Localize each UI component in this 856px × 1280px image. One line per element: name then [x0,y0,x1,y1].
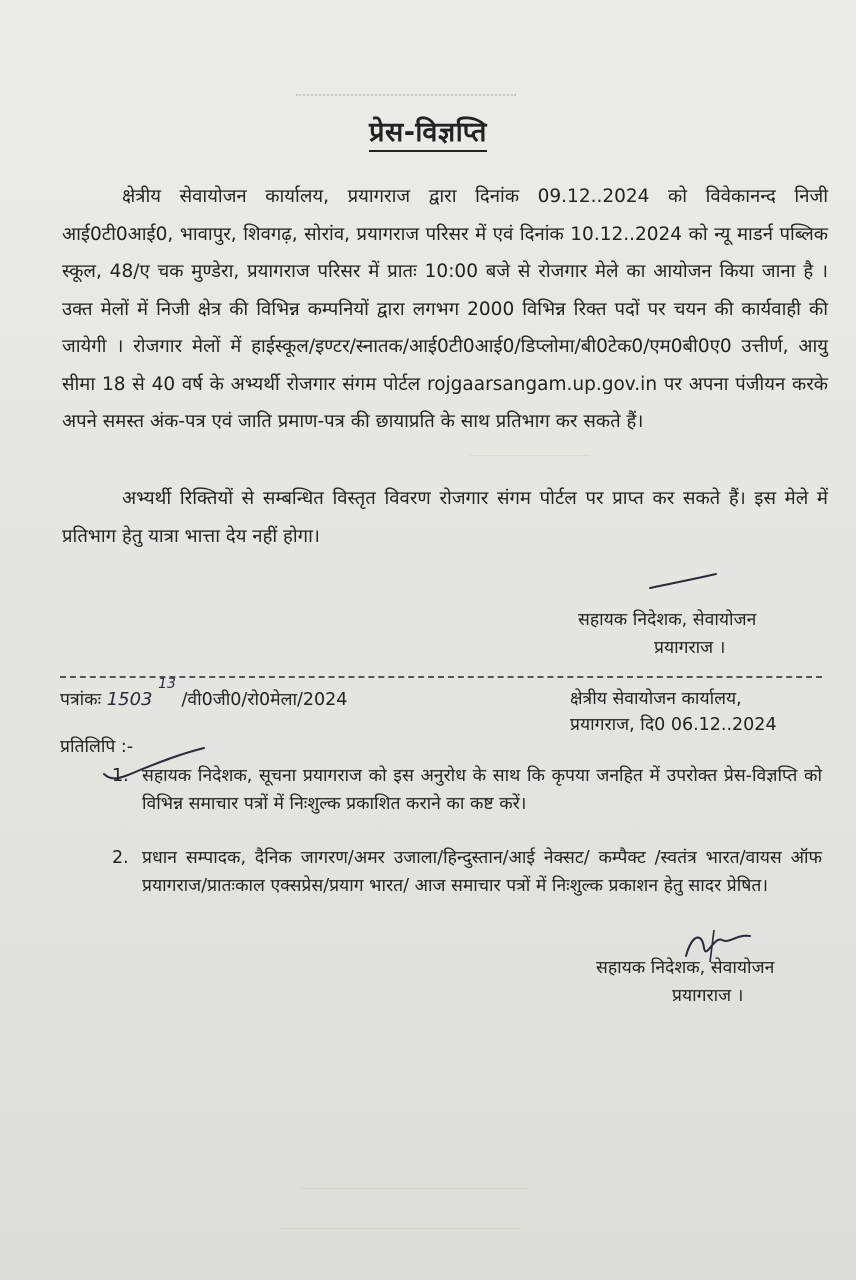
page-title: प्रेस-विज्ञप्ति [0,112,856,149]
signature-block-2 [596,954,774,1010]
signature-title: सहायक निदेशक, सेवायोजन [596,958,775,978]
signature-place: प्रयागराज । [654,638,726,658]
item-number: 2. [112,848,129,868]
reference-label: पत्रांकः [60,689,102,710]
office-name: क्षेत्रीय सेवायोजन कार्यालय, [570,689,742,709]
reference-suffix: /वी0जी0/रो0मेला/2024 [181,689,348,710]
bleed-through-ghost [280,1228,520,1241]
handwritten-superscript: 13 [158,676,176,692]
bleed-through-ghost [470,455,590,470]
signature-title: सहायक निदेशक, सेवायोजन [578,610,757,630]
item-text: प्रधान सम्पादक, दैनिक जागरण/अमर उजाला/हिन्दुस्तान/आई नेक्सट/ कम्पैक्ट /स्वतंत्र भारत/वायस ऑफ प्रयागराज/प्रातःकाल एक्सप्रेस/प्रयाग भारत/ आज समाचार पत्रों में निःशुल्क प्रकाशन हेतु सादर प्रेषित। [142,848,822,896]
signature-block-1 [578,606,756,662]
signature-stroke [646,568,726,592]
body-paragraph-2: अभ्यर्थी रिक्तियों से सम्बन्धित विस्तृत विवरण रोजगार संगम पोर्टल पर प्राप्त कर सकते हैं। इस मेले में प्रतिभाग हेतु यात्रा भात्ता देय नहीं होगा। [62,488,828,547]
office-address [570,686,777,738]
bleed-through-marks [296,94,516,104]
item-number: 1. [112,766,129,786]
body-paragraph-1: क्षेत्रीय सेवायोजन कार्यालय, प्रयागराज द्वारा दिनांक 09.12..2024 को विवेकानन्द निजी आई0टी0आई0, भावापुर, शिवगढ़, सोरांव, प्रयागराज परिसर में एवं दिनांक 10.12..2024 को न्यू माडर्न पब्लिक स्कूल, 48/ए चक मुण्डेरा, प्रयागराज परिसर में प्रातः 10:00 बजे से रोजगार मेले का आयोजन किया जाना है । उक्त मेलों में निजी क्षेत्र की विभिन्न कम्पनियों द्वारा लगभग 2000 विभिन्न रिक्त पदों पर चयन की कार्यवाही की जायेगी । रोजगार मेलों में हाईस्कूल/इण्टर/स्नातक/आई0टी0आई0/डिप्लोमा/बी0टेक0/एम0बी0ए0 उत्तीर्ण, आयु सीमा 18 से 40 वर्ष के अभ्यर्थी रोजगार संगम पोर्टल rojgaarsangam.up.gov.in पर अपना पंजीयन करके अपने समस्त अंक-पत्र एवं जाति प्रमाण-पत्र की छायाप्रति के साथ प्रतिभाग कर सकते हैं। [62,186,828,432]
handwritten-number: 1503 [106,688,153,710]
copy-heading: प्रतिलिपि :- [60,737,134,757]
office-date: प्रयागराज, दि0 06.12..2024 [570,715,777,735]
bleed-through-ghost [300,1188,530,1201]
reference-line [60,676,348,711]
signature-place: प्रयागराज । [672,986,744,1006]
item-text: सहायक निदेशक, सूचना प्रयागराज को इस अनुरोध के साथ कि कृपया जनहित में उपरोक्त प्रेस-विज्ञप्ति को विभिन्न समाचार पत्रों में निःशुल्क प्रकाशित कराने का कष्ट करें। [142,766,822,814]
